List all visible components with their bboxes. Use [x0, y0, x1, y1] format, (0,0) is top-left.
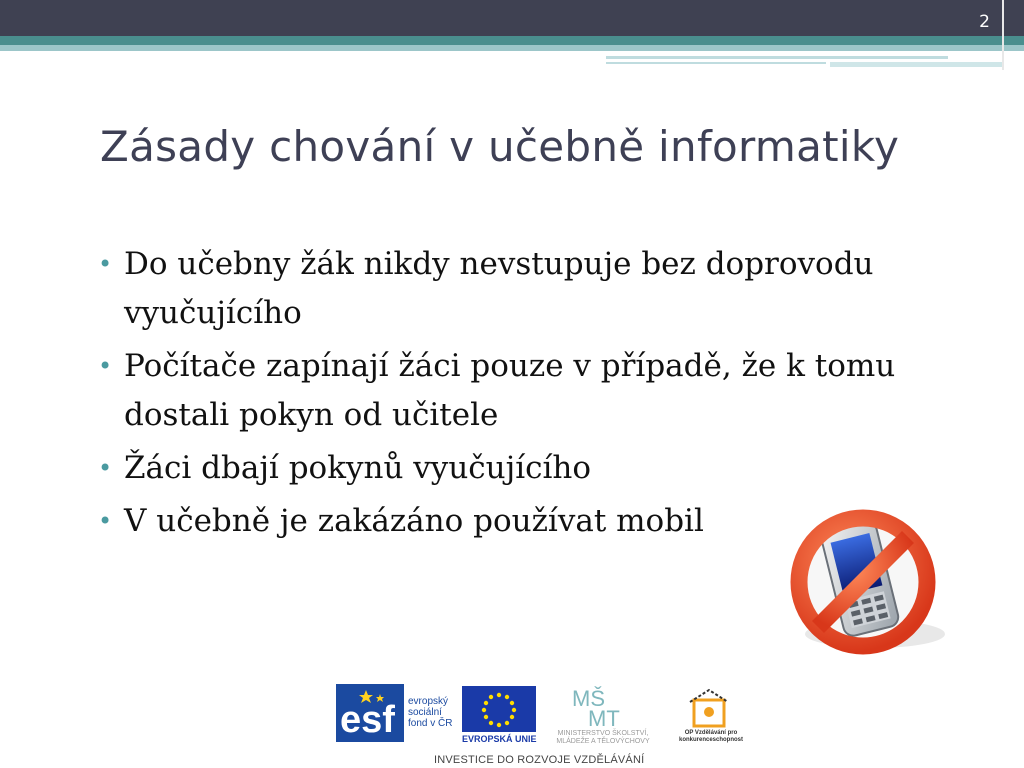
bullet-icon: • — [98, 250, 113, 278]
esf-logo — [336, 684, 404, 742]
decor-line — [830, 62, 1002, 67]
eu-label: EVROPSKÁ UNIE — [462, 734, 537, 744]
decor-corner — [1002, 0, 1024, 70]
page-number: 2 — [979, 12, 990, 32]
list-item — [98, 240, 988, 338]
header-accent-stripe — [0, 36, 1024, 45]
decor-line — [606, 56, 948, 59]
bullet-icon: • — [98, 352, 113, 380]
header-accent-stripe-light — [0, 45, 1024, 51]
msmt-label: MINISTERSTVO ŠKOLSTVÍ, MLÁDEŽE A TĚLOVÝCHOVY — [556, 730, 650, 745]
no-mobile-phone-icon — [783, 506, 958, 658]
footer-logos — [336, 684, 756, 748]
list-item — [98, 444, 988, 493]
bullet-text: Počítače zapínají žáci pouze v případě, že k tomu dostali pokyn od učitele — [124, 348, 896, 433]
bullet-text: Do učebny žák nikdy nevstupuje bez doprovodu vyučujícího — [124, 246, 874, 331]
esf-label: evropský sociální fond v ČR — [408, 696, 453, 729]
bullet-icon: • — [98, 454, 113, 482]
bullet-list — [98, 240, 988, 550]
svg-text:MT: MT — [588, 706, 620, 728]
op-label: OP Vzdělávání pro konkurenceschopnost — [678, 730, 743, 743]
bullet-icon: • — [98, 507, 113, 535]
svg-text:esf: esf — [340, 699, 395, 741]
slide-header-bar — [0, 0, 1024, 36]
decor-line — [606, 62, 826, 64]
msmt-logo — [570, 684, 630, 728]
bullet-text: V učebně je zakázáno používat mobil — [124, 503, 704, 539]
svg-text:MŠ: MŠ — [572, 686, 605, 711]
slide-title: Zásady chování v učebně informatiky — [100, 122, 900, 171]
op-logo — [684, 686, 734, 730]
list-item — [98, 342, 988, 440]
investice-caption: INVESTICE DO ROZVOJE VZDĚLÁVÁNÍ — [434, 754, 645, 766]
bullet-text: Žáci dbají pokynů vyučujícího — [124, 450, 592, 486]
eu-flag-logo — [462, 686, 536, 732]
